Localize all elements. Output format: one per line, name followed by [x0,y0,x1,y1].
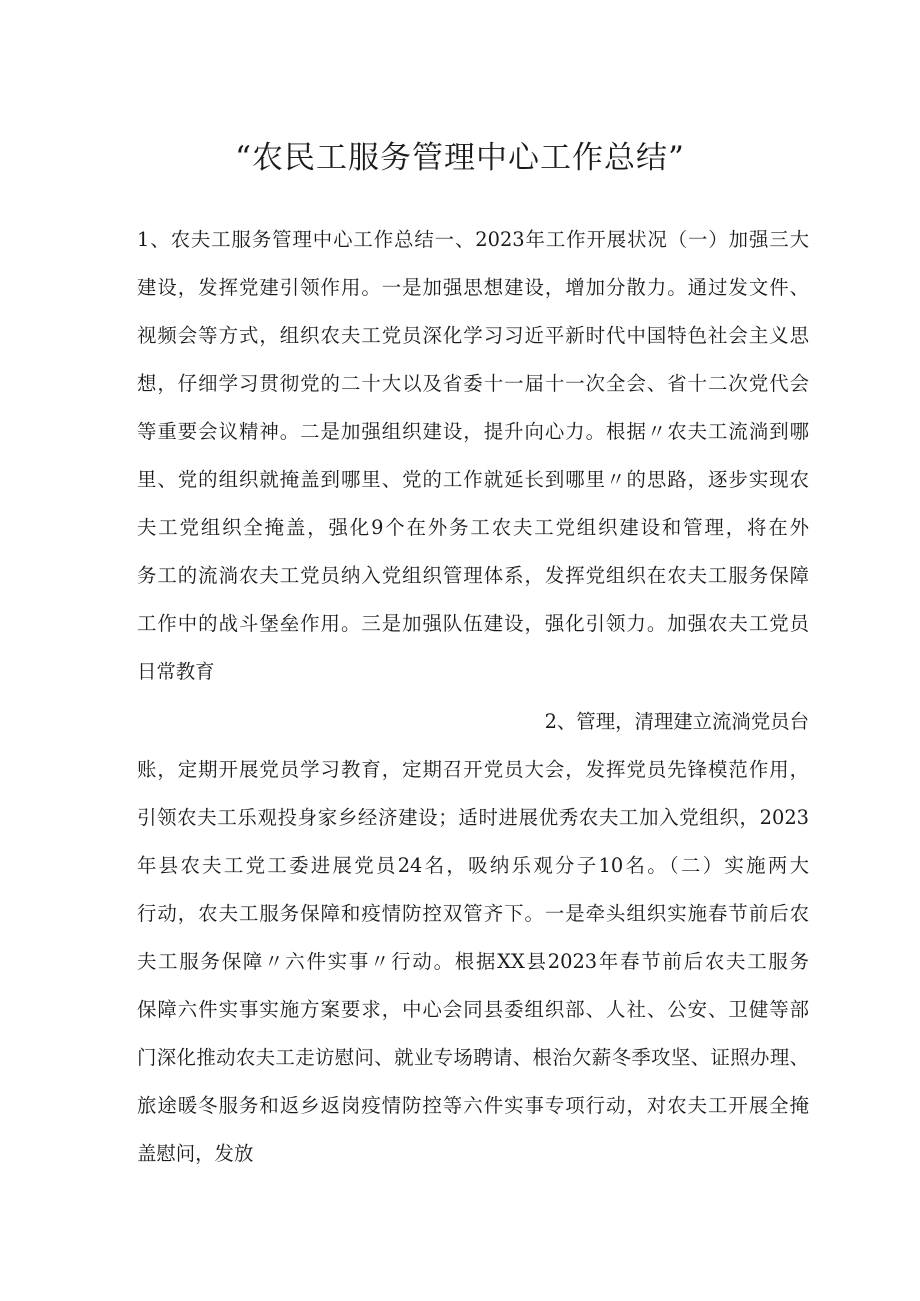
paragraph-line: 年县农夫工党工委进展党员24名，吸纳乐观分子10名。（二）实施两大 [137,854,809,877]
paragraph-line: 旅途暖冬服务和返乡返岗疫情防控等六件实事专项行动，对农夫工开展全掩 [137,1094,809,1117]
paragraph-line: 盖慰问，发放 [137,1142,254,1165]
paragraph-line: 保障六件实事实施方案要求，中心会同县委组织部、人社、公安、卫健等部 [137,998,809,1021]
document-title: “农民工服务管理中心工作总结” [235,140,685,176]
paragraph-line: 日常教育 [137,660,215,683]
paragraph-line: 夫工党组织全掩盖，强化9个在外务工农夫工党组织建设和管理，将在外 [137,516,809,539]
paragraph-line: 想，仔细学习贯彻党的二十大以及省委十一届十一次全会、省十二次党代会 [137,372,809,395]
paragraph-line: 2、管理，清理建立流淌党员台 [544,710,809,733]
paragraph-line: 账，定期开展党员学习教育，定期召开党员大会，发挥党员先锋模范作用， [137,758,809,781]
paragraph-line: 里、党的组织就掩盖到哪里、党的工作就延长到哪里〃的思路，逐步实现农 [137,468,809,491]
paragraph-line: 等重要会议精神。二是加强组织建设，提升向心力。根据〃农夫工流淌到哪 [137,420,809,443]
paragraph-line: 工作中的战斗堡垒作用。三是加强队伍建设，强化引领力。加强农夫工党员 [137,612,809,635]
paragraph-line: 夫工服务保障〃六件实事〃行动。根据XX县2023年春节前后农夫工服务 [137,950,809,973]
paragraph-line: 务工的流淌农夫工党员纳入党组织管理体系，发挥党组织在农夫工服务保障 [137,564,809,587]
paragraph-line: 视频会等方式，组织农夫工党员深化学习习近平新时代中国特色社会主义思 [137,324,809,347]
paragraph-line: 行动，农夫工服务保障和疫情防控双管齐下。一是牵头组织实施春节前后农 [137,902,809,925]
paragraph-line: 引领农夫工乐观投身家乡经济建设；适时进展优秀农夫工加入党组织，2023 [137,806,809,829]
paragraph-line: 门深化推动农夫工走访慰问、就业专场聘请、根治欠薪冬季攻坚、证照办理、 [137,1046,809,1069]
paragraph-line: 1、农夫工服务管理中心工作总结一、2023年工作开展状况（一）加强三大 [137,228,809,251]
paragraph-line: 建设，发挥党建引领作用。一是加强思想建设，增加分散力。通过发文件、 [137,276,809,299]
